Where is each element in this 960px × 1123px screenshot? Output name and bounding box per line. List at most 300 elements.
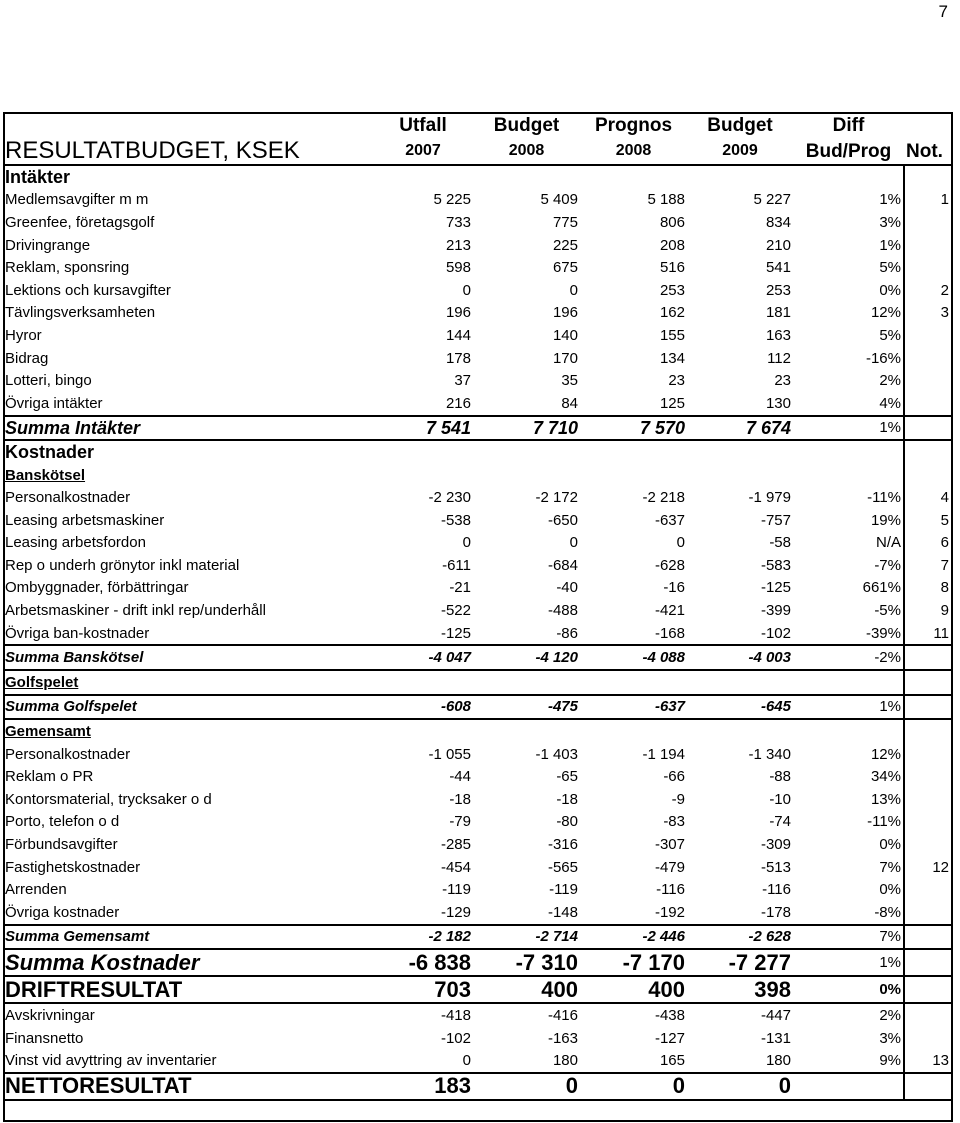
row-value: 0	[462, 534, 471, 552]
row-value: -7 277	[687, 949, 793, 976]
row-label: Reklam, sponsring	[5, 259, 130, 277]
row-value	[473, 719, 580, 743]
row-note	[904, 878, 953, 901]
row-value: -2 218	[642, 489, 685, 507]
row-value: 806	[659, 213, 685, 231]
row-label: Övriga ban-kostnader	[5, 624, 150, 642]
row-value: -650	[547, 511, 578, 529]
row-label: Golfspelet	[5, 673, 79, 691]
row-note: 4	[904, 486, 953, 509]
row-value: -488	[547, 602, 578, 620]
row-value: 84	[561, 394, 578, 412]
row-note: 9	[904, 599, 953, 622]
row-value	[373, 719, 473, 743]
row-value: 180	[765, 1052, 791, 1070]
row-value: 5 188	[647, 191, 685, 209]
row-value: -44	[449, 768, 471, 786]
table-row	[3, 1049, 953, 1073]
row-value: 7 710	[473, 416, 580, 441]
row-label: Banskötsel	[5, 466, 86, 484]
row-diff-percent	[793, 464, 904, 487]
row-value	[373, 440, 473, 464]
row-label: Porto, telefon o d	[5, 813, 120, 831]
row-value: 834	[765, 213, 791, 231]
row-value: -163	[547, 1029, 578, 1047]
row-value: 37	[454, 372, 471, 390]
row-value: -131	[760, 1029, 791, 1047]
row-value: 125	[659, 394, 685, 412]
row-value: 165	[659, 1052, 685, 1070]
table-row	[3, 234, 953, 257]
row-diff-percent: 13%	[870, 790, 901, 808]
row-diff-percent	[793, 670, 904, 695]
row-value: 400	[580, 976, 687, 1003]
row-value: -684	[547, 556, 578, 574]
row-label: DRIFTRESULTAT	[3, 976, 373, 1003]
row-label: Arrenden	[5, 881, 67, 899]
row-diff-percent: 0%	[793, 976, 904, 1003]
row-diff-percent: 2%	[879, 1006, 901, 1024]
row-value: 7 541	[373, 416, 473, 441]
row-label: Finansnetto	[5, 1029, 84, 1047]
row-diff-percent: -39%	[865, 624, 901, 642]
row-value: -129	[440, 903, 471, 921]
page-number: 7	[938, 2, 948, 21]
row-diff-percent: 1%	[793, 416, 904, 441]
row-note	[904, 976, 953, 1003]
row-value	[373, 165, 473, 189]
table-row	[3, 1003, 953, 1027]
summary-row	[3, 645, 953, 670]
row-note: 8	[904, 577, 953, 600]
table-row	[3, 1027, 953, 1050]
row-value: -307	[654, 836, 685, 854]
row-value: -16	[663, 579, 685, 597]
table-row	[3, 554, 953, 577]
row-value: 178	[445, 349, 471, 367]
row-diff-percent: 5%	[879, 259, 901, 277]
row-note	[904, 719, 953, 743]
row-label: Medlemsavgifter m m	[5, 191, 149, 209]
row-note: 2	[904, 279, 953, 302]
row-value: 253	[659, 281, 685, 299]
row-note	[904, 670, 953, 695]
table-row	[3, 856, 953, 879]
row-note	[904, 788, 953, 811]
table-row	[3, 279, 953, 302]
header-year-2008-prognos: 2008	[580, 138, 687, 165]
row-note: 1	[904, 189, 953, 212]
row-label: Fastighetskostnader	[5, 858, 141, 876]
row-value: -18	[449, 790, 471, 808]
row-value: 516	[659, 259, 685, 277]
row-value: 703	[373, 976, 473, 1003]
row-value: 5 227	[753, 191, 791, 209]
row-diff-percent	[793, 719, 904, 743]
row-diff-percent: 19%	[870, 511, 901, 529]
row-value	[687, 670, 793, 695]
row-value: -125	[760, 579, 791, 597]
row-value	[373, 670, 473, 695]
budget-table-body	[3, 112, 953, 1100]
row-diff-percent: -16%	[865, 349, 901, 367]
row-note: 5	[904, 509, 953, 532]
row-value: -1 194	[642, 745, 685, 763]
row-label: Kostnader	[5, 442, 95, 463]
header-col-prognos: Prognos	[594, 114, 673, 136]
row-value: -74	[769, 813, 791, 831]
row-label: Personalkostnader	[5, 745, 131, 763]
row-value: 163	[765, 326, 791, 344]
row-value	[687, 464, 793, 487]
row-value: -7 310	[473, 949, 580, 976]
row-note	[904, 440, 953, 464]
row-diff-percent: N/A	[875, 534, 901, 552]
row-value	[373, 464, 473, 487]
row-value: -83	[663, 813, 685, 831]
header-note-label: Not.	[904, 138, 953, 165]
row-label: Leasing arbetsfordon	[5, 534, 146, 552]
row-diff-percent	[793, 1073, 904, 1100]
row-value: -316	[547, 836, 578, 854]
row-value: -421	[654, 602, 685, 620]
row-value: -7 170	[580, 949, 687, 976]
row-value: 140	[552, 326, 578, 344]
table-row	[3, 369, 953, 392]
row-diff-percent: -11%	[867, 489, 901, 507]
row-value: -285	[440, 836, 471, 854]
row-value: -757	[760, 511, 791, 529]
row-value: -418	[440, 1006, 471, 1024]
row-diff-percent: -8%	[874, 903, 901, 921]
table-row	[3, 811, 953, 834]
row-value: 208	[659, 236, 685, 254]
table-row	[3, 302, 953, 325]
row-value: -192	[654, 903, 685, 921]
row-diff-percent: -5%	[874, 602, 901, 620]
row-label: Gemensamt	[5, 723, 91, 741]
row-value: 598	[445, 259, 471, 277]
subsection-row	[3, 464, 953, 487]
row-label: Summa Intäkter	[3, 416, 373, 441]
table-row	[3, 599, 953, 622]
table-row	[3, 392, 953, 416]
row-value: -79	[449, 813, 471, 831]
summary-row	[3, 416, 953, 441]
row-note: 6	[904, 532, 953, 555]
row-value: 5 225	[433, 191, 471, 209]
row-label: Hyror	[5, 326, 42, 344]
row-value: 23	[668, 372, 685, 390]
row-value: -583	[760, 556, 791, 574]
row-value: 35	[561, 372, 578, 390]
row-diff-percent: 0%	[879, 881, 901, 899]
table-row	[3, 509, 953, 532]
budget-table	[3, 112, 953, 1101]
row-note	[904, 234, 953, 257]
row-value: -628	[654, 556, 685, 574]
row-value: 210	[765, 236, 791, 254]
table-row	[3, 577, 953, 600]
row-diff-percent: 1%	[793, 949, 904, 976]
row-value: 253	[765, 281, 791, 299]
row-note	[904, 165, 953, 189]
row-value	[580, 440, 687, 464]
row-diff-percent: 661%	[862, 579, 901, 597]
row-value	[687, 440, 793, 464]
row-diff-percent: 5%	[879, 326, 901, 344]
row-note: 12	[904, 856, 953, 879]
row-value	[687, 719, 793, 743]
row-label: Drivingrange	[5, 236, 91, 254]
row-label: Summa Kostnader	[3, 949, 373, 976]
row-value: 0	[580, 1073, 687, 1100]
row-value: 181	[765, 304, 791, 322]
row-diff-percent: 3%	[879, 1029, 901, 1047]
row-value: -399	[760, 602, 791, 620]
subsection-row	[3, 719, 953, 743]
row-value: -645	[687, 695, 793, 720]
row-value: 183	[373, 1073, 473, 1100]
row-value: -178	[760, 903, 791, 921]
row-note	[904, 765, 953, 788]
row-label: Summa Banskötsel	[3, 645, 373, 670]
row-value: 170	[552, 349, 578, 367]
row-value: 225	[552, 236, 578, 254]
row-value: -522	[440, 602, 471, 620]
row-value: 0	[473, 1073, 580, 1100]
row-diff-percent: 0%	[879, 836, 901, 854]
row-diff-percent: 9%	[879, 1052, 901, 1070]
table-row	[3, 256, 953, 279]
header-row-top	[3, 112, 953, 138]
row-value: 144	[445, 326, 471, 344]
row-value: 0	[569, 281, 578, 299]
row-value: -538	[440, 511, 471, 529]
row-value: -80	[556, 813, 578, 831]
row-diff-percent	[793, 165, 904, 189]
row-note	[904, 1027, 953, 1050]
row-value: -4 088	[580, 645, 687, 670]
row-value: -2 172	[535, 489, 578, 507]
row-value: 675	[552, 259, 578, 277]
row-value: -2 446	[580, 925, 687, 950]
row-note	[904, 211, 953, 234]
table-row	[3, 486, 953, 509]
header-bud-prog: Bud/Prog	[793, 138, 904, 165]
subsection-row	[3, 670, 953, 695]
row-value: -1 979	[748, 489, 791, 507]
row-note: 3	[904, 302, 953, 325]
row-value: -479	[654, 858, 685, 876]
row-value: 0	[676, 534, 685, 552]
row-value: -438	[654, 1006, 685, 1024]
row-value: -475	[473, 695, 580, 720]
table-row	[3, 788, 953, 811]
row-value: -1 340	[748, 745, 791, 763]
table-row	[3, 765, 953, 788]
row-value: 733	[445, 213, 471, 231]
summary-row	[3, 949, 953, 976]
row-value: 541	[765, 259, 791, 277]
section-row	[3, 165, 953, 189]
row-value: 0	[687, 1073, 793, 1100]
row-value: -18	[556, 790, 578, 808]
table-row	[3, 901, 953, 925]
row-value: -125	[440, 624, 471, 642]
table-row	[3, 532, 953, 555]
row-value: -1 403	[535, 745, 578, 763]
row-diff-percent: -2%	[793, 645, 904, 670]
row-diff-percent: 34%	[870, 768, 901, 786]
row-diff-percent: 3%	[879, 213, 901, 231]
row-value	[580, 464, 687, 487]
header-col-diff: Diff	[832, 114, 865, 136]
header-col-budget-2009: Budget	[707, 114, 773, 136]
row-note	[904, 925, 953, 950]
table-row	[3, 833, 953, 856]
table-row	[3, 189, 953, 212]
section-row	[3, 440, 953, 464]
row-note	[904, 347, 953, 370]
header-col-budget-2008: Budget	[493, 114, 560, 136]
row-label: Intäkter	[5, 167, 71, 188]
row-note	[904, 743, 953, 766]
row-diff-percent: 0%	[879, 281, 901, 299]
summary-row	[3, 925, 953, 950]
row-value: -65	[556, 768, 578, 786]
row-value: 0	[462, 281, 471, 299]
row-note	[904, 901, 953, 925]
row-value: 23	[774, 372, 791, 390]
row-value: 155	[659, 326, 685, 344]
row-diff-percent: 7%	[879, 858, 901, 876]
row-value: 162	[659, 304, 685, 322]
row-note	[904, 949, 953, 976]
row-label: Vinst vid avyttring av inventarier	[5, 1052, 217, 1070]
row-label: Avskrivningar	[5, 1006, 95, 1024]
row-note: 7	[904, 554, 953, 577]
row-label: Summa Golfspelet	[3, 695, 373, 720]
row-diff-percent: 4%	[879, 394, 901, 412]
table-row	[3, 743, 953, 766]
row-diff-percent: 12%	[870, 304, 901, 322]
row-value: -611	[442, 556, 471, 574]
table-title: RESULTATBUDGET, KSEK	[3, 138, 373, 165]
row-value: -608	[373, 695, 473, 720]
row-value: -4 003	[687, 645, 793, 670]
row-label: Lotteri, bingo	[5, 372, 92, 390]
row-value: -565	[547, 858, 578, 876]
header-year-2008-budget: 2008	[473, 138, 580, 165]
row-value: -2 230	[428, 489, 471, 507]
row-label: Övriga kostnader	[5, 903, 120, 921]
row-note	[904, 695, 953, 720]
row-value: 0	[569, 534, 578, 552]
row-value	[580, 165, 687, 189]
row-diff-percent: 7%	[793, 925, 904, 950]
row-label: Ombyggnader, förbättringar	[5, 579, 189, 597]
row-value	[580, 670, 687, 695]
row-value: 7 674	[687, 416, 793, 441]
row-value	[473, 670, 580, 695]
row-value: 0	[462, 1052, 471, 1070]
row-value: -127	[654, 1029, 685, 1047]
row-value: -66	[663, 768, 685, 786]
row-value: -168	[654, 624, 685, 642]
table-row	[3, 347, 953, 370]
row-value: -637	[654, 511, 685, 529]
header-year-2009: 2009	[687, 138, 793, 165]
row-value: -119	[549, 881, 578, 899]
table-row	[3, 211, 953, 234]
row-label: Lektions och kursavgifter	[5, 281, 171, 299]
row-diff-percent: 2%	[879, 372, 901, 390]
header-year-2007: 2007	[373, 138, 473, 165]
table-row	[3, 324, 953, 347]
row-label: Bidrag	[5, 349, 49, 367]
row-diff-percent: 1%	[879, 236, 901, 254]
row-label: Kontorsmaterial, trycksaker o d	[5, 790, 212, 808]
row-value: -2 714	[473, 925, 580, 950]
row-value: -447	[760, 1006, 791, 1024]
budget-table-container	[3, 112, 953, 1101]
row-label: Leasing arbetsmaskiner	[5, 511, 165, 529]
row-value: -637	[580, 695, 687, 720]
header-row-bottom	[3, 138, 953, 165]
row-note	[904, 811, 953, 834]
row-value: -2 182	[373, 925, 473, 950]
row-note	[904, 416, 953, 441]
row-value: 400	[473, 976, 580, 1003]
row-value: 7 570	[580, 416, 687, 441]
header-col-utfall: Utfall	[399, 114, 447, 136]
row-label: Summa Gemensamt	[3, 925, 373, 950]
header-blank	[3, 112, 373, 138]
header-note-blank	[904, 112, 953, 138]
row-value: -4 120	[473, 645, 580, 670]
row-value: 213	[445, 236, 471, 254]
row-value: -148	[547, 903, 578, 921]
row-note	[904, 256, 953, 279]
row-label: Reklam o PR	[5, 768, 94, 786]
summary-row	[3, 695, 953, 720]
row-value: -119	[442, 881, 471, 899]
row-diff-percent: 1%	[879, 191, 901, 209]
row-note: 13	[904, 1049, 953, 1073]
row-value: -4 047	[373, 645, 473, 670]
row-value: -116	[656, 881, 685, 899]
row-value: -454	[440, 858, 471, 876]
row-note	[904, 369, 953, 392]
row-value: -58	[769, 534, 791, 552]
row-diff-percent: -7%	[874, 556, 901, 574]
table-row	[3, 878, 953, 901]
summary-row	[3, 976, 953, 1003]
row-value: -86	[556, 624, 578, 642]
row-value: 398	[687, 976, 793, 1003]
row-label: Övriga intäkter	[5, 394, 103, 412]
row-label: Arbetsmaskiner - drift inkl rep/underhåll	[5, 602, 266, 620]
row-value: 134	[659, 349, 685, 367]
row-value: -6 838	[373, 949, 473, 976]
row-value: -513	[760, 858, 791, 876]
row-label: Förbundsavgifter	[5, 836, 118, 854]
row-value: -9	[671, 790, 685, 808]
row-value: 775	[552, 213, 578, 231]
row-diff-percent: 1%	[793, 695, 904, 720]
row-value: 180	[552, 1052, 578, 1070]
